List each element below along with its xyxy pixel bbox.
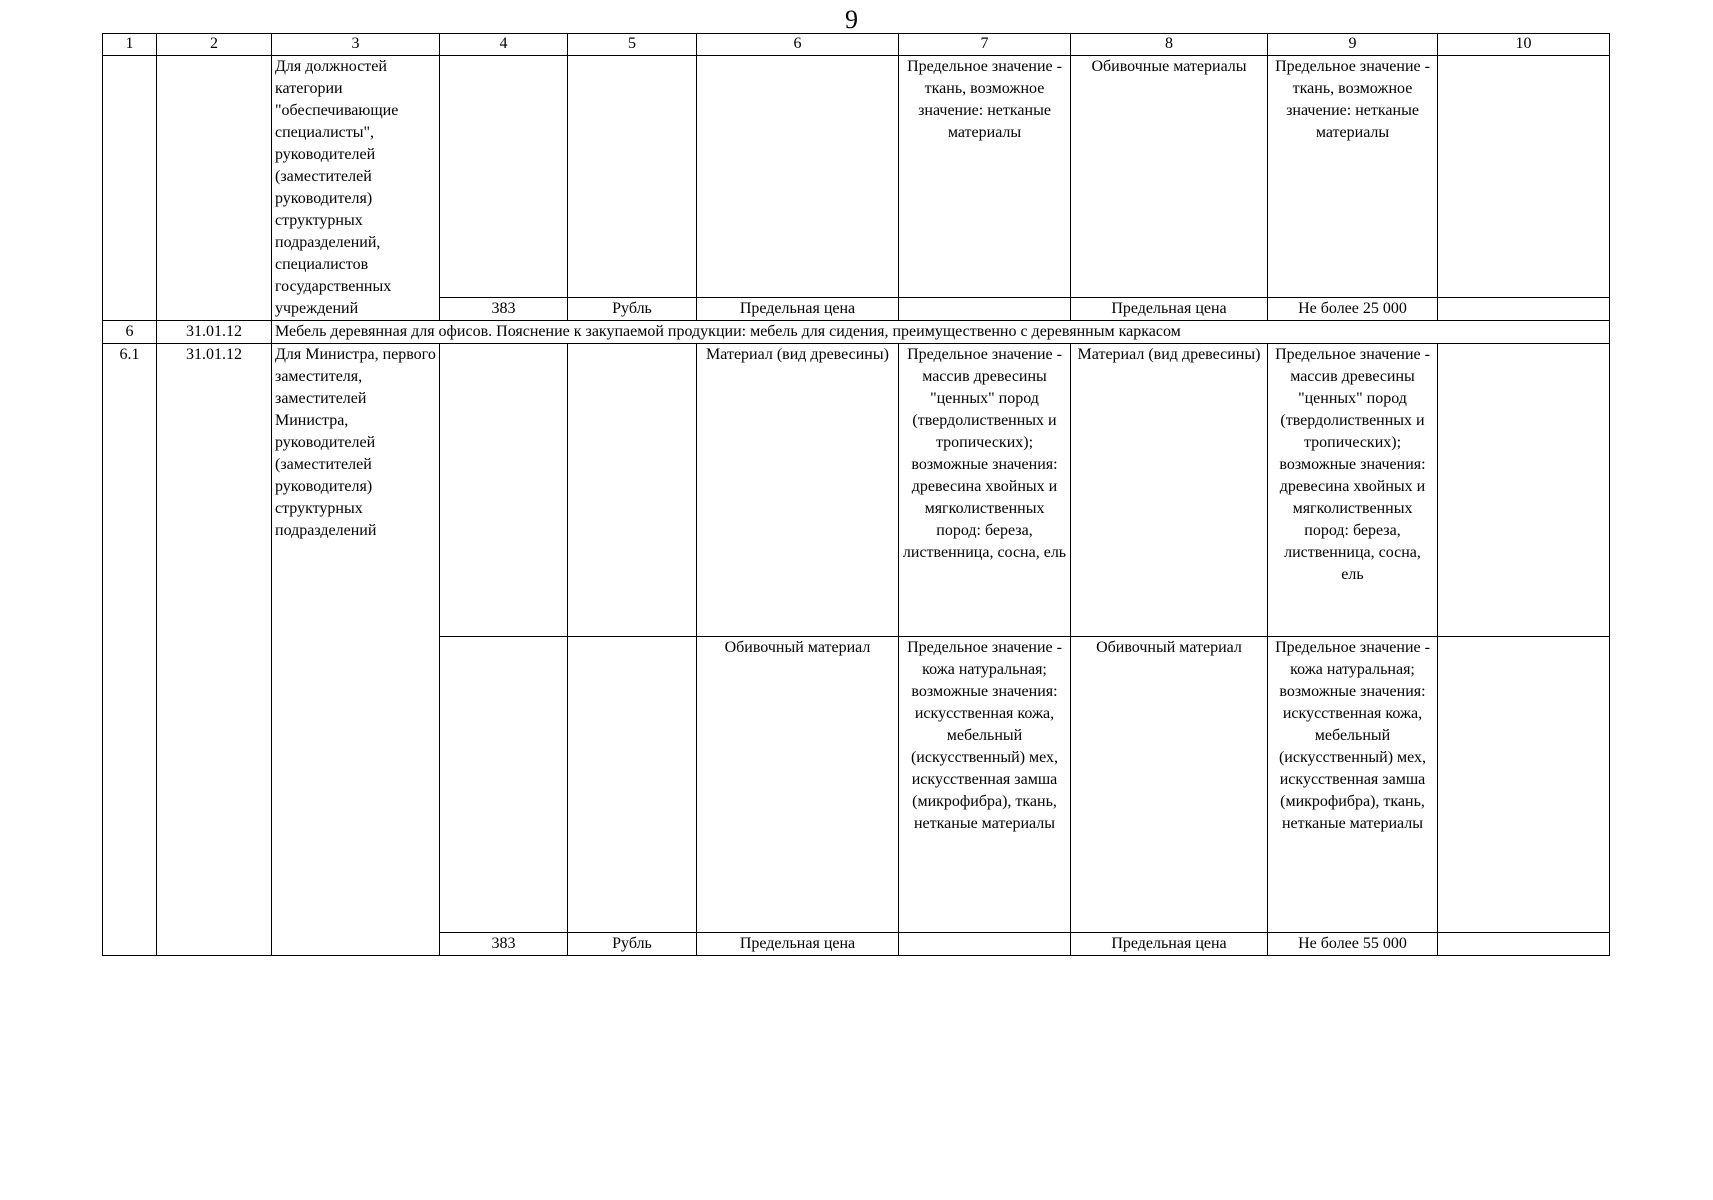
position-category-cell: Для должностей категории "обеспечивающие специалисты", руководителей (заместителей руководителя) структурных подразделений, специалистов государственных учреждений [272, 56, 440, 321]
product-description-cell: Мебель деревянная для офисов. Пояснение к закупаемой продукции: мебель для сидения, преимущественно с деревянным каркасом [272, 321, 1610, 344]
price-limit-cell: Не более 25 000 [1268, 297, 1438, 320]
column-number: 6 [697, 34, 899, 56]
okpd-code-cell: 31.01.12 [157, 321, 272, 344]
table-cell [568, 56, 697, 298]
table-cell [568, 637, 697, 933]
characteristic-cell: Предельная цена [697, 933, 899, 956]
characteristic-cell: Обивочный материал [697, 637, 899, 933]
column-number: 8 [1071, 34, 1268, 56]
limit-value-cell: Предельное значение - ткань, возможное значение: нетканые материалы [899, 56, 1071, 298]
column-number: 9 [1268, 34, 1438, 56]
column-number: 2 [157, 34, 272, 56]
table-cell [440, 637, 568, 933]
limit-value-cell: Предельное значение - массив древесины "ценных" пород (твердолиственных и тропических); возможные значения: древесина хвойных и мягколиственных пород: береза, лиственница, сосна, ель [899, 344, 1071, 637]
characteristic-cell: Предельная цена [1071, 297, 1268, 320]
characteristic-cell: Предельная цена [697, 297, 899, 320]
characteristic-cell: Обивочные материалы [1071, 56, 1268, 298]
table-row [103, 344, 1610, 637]
column-number: 4 [440, 34, 568, 56]
table-row [103, 56, 1610, 298]
table-cell [157, 56, 272, 321]
unit-code-cell: 383 [440, 933, 568, 956]
table-cell [697, 56, 899, 298]
characteristic-cell: Материал (вид древесины) [1071, 344, 1268, 637]
limit-value-cell: Предельное значение - кожа натуральная; возможные значения: искусственная кожа, мебельный (искусственный) мех, искусственная замша (микрофибра), ткань, нетканые материалы [899, 637, 1071, 933]
table-cell [1438, 344, 1610, 637]
column-number: 1 [103, 34, 157, 56]
characteristic-cell: Обивочный материал [1071, 637, 1268, 933]
table-cell [440, 344, 568, 637]
table-cell [1438, 297, 1610, 320]
column-number-row [103, 34, 1610, 56]
table-cell [899, 933, 1071, 956]
price-limit-cell: Не более 55 000 [1268, 933, 1438, 956]
table-cell [1438, 56, 1610, 298]
column-number: 3 [272, 34, 440, 56]
column-number: 10 [1438, 34, 1610, 56]
limit-value-cell: Предельное значение - ткань, возможное значение: нетканые материалы [1268, 56, 1438, 298]
requirements-table [102, 33, 1610, 956]
table-cell [1438, 933, 1610, 956]
column-number: 5 [568, 34, 697, 56]
limit-value-cell: Предельное значение - кожа натуральная; возможные значения: искусственная кожа, мебельный (искусственный) мех, искусственная замша (микрофибра), ткань, нетканые материалы [1268, 637, 1438, 933]
okpd-code-cell: 31.01.12 [157, 344, 272, 956]
table-cell [103, 56, 157, 321]
table-cell [440, 56, 568, 298]
row-number-cell: 6.1 [103, 344, 157, 956]
position-category-cell: Для Министра, первого заместителя, заместителей Министра, руководителей (заместителей руководителя) структурных подразделений [272, 344, 440, 956]
unit-name-cell: Рубль [568, 933, 697, 956]
table-cell [568, 344, 697, 637]
unit-code-cell: 383 [440, 297, 568, 320]
characteristic-cell: Материал (вид древесины) [697, 344, 899, 637]
limit-value-cell: Предельное значение - массив древесины "ценных" пород (твердолиственных и тропических); возможные значения: древесина хвойных и мягколиственных пород: береза, лиственница, сосна, ель [1268, 344, 1438, 637]
column-number: 7 [899, 34, 1071, 56]
page-number: 9 [845, 5, 858, 34]
row-number-cell: 6 [103, 321, 157, 344]
characteristic-cell: Предельная цена [1071, 933, 1268, 956]
table-cell [1438, 637, 1610, 933]
table-cell [899, 297, 1071, 320]
table-row [103, 321, 1610, 344]
unit-name-cell: Рубль [568, 297, 697, 320]
